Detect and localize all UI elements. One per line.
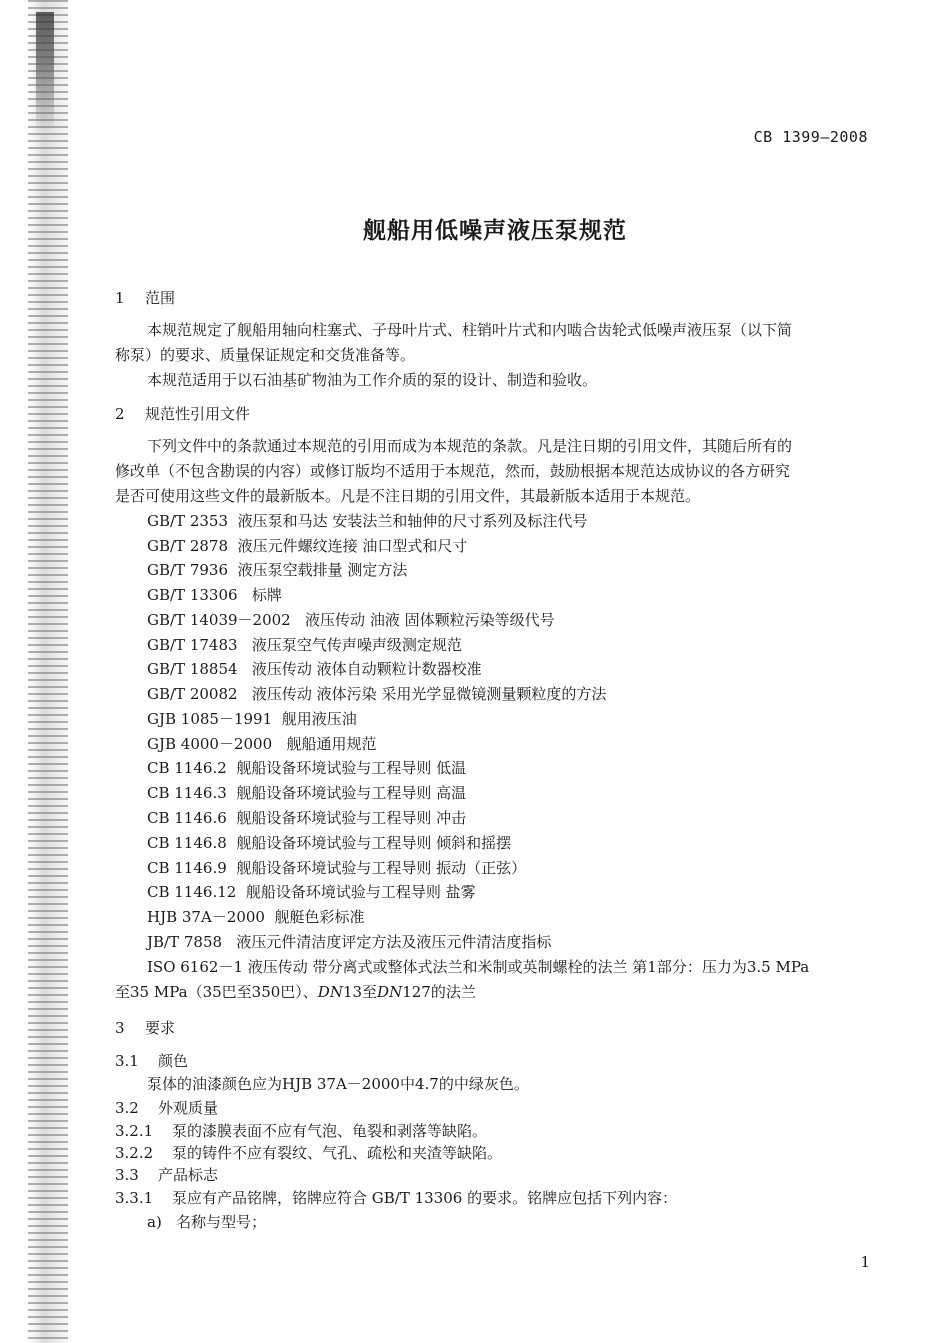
reference-code: GJB 4000－2000 bbox=[147, 735, 273, 753]
reference-code: CB 1146.9 bbox=[147, 859, 227, 877]
reference-title: 液压泵空载排量 测定方法 bbox=[237, 561, 408, 579]
reference-code: GB/T 18854 bbox=[147, 660, 238, 678]
reference-item bbox=[147, 659, 482, 679]
paragraph-line: 称泵）的要求、质量保证规定和交货准备等。 bbox=[115, 346, 416, 364]
clause-number: 3.3.1 bbox=[115, 1189, 154, 1207]
reference-code: CB 1146.2 bbox=[147, 759, 227, 777]
subsection-number: 3.2 bbox=[115, 1099, 139, 1117]
document-code: CB 1399—2008 bbox=[753, 128, 868, 146]
section-2-heading bbox=[115, 404, 250, 424]
clause-text: 泵的漆膜表面不应有气泡、龟裂和剥落等缺陷。 bbox=[172, 1122, 488, 1140]
reference-item bbox=[147, 833, 511, 853]
section-number: 2 bbox=[115, 405, 125, 423]
reference-item bbox=[147, 635, 462, 655]
reference-item bbox=[147, 783, 466, 803]
reference-item bbox=[147, 511, 587, 531]
reference-item-iso: ISO 6162－1 液压传动 带分离式或整体式法兰和米制或英制螺栓的法兰 第1部分：压力为3.5 MPa bbox=[147, 958, 810, 976]
reference-code: CB 1146.12 bbox=[147, 883, 237, 901]
reference-item bbox=[147, 907, 365, 927]
reference-item bbox=[147, 560, 407, 580]
reference-title: 舰船设备环境试验与工程导则 盐雾 bbox=[245, 883, 476, 901]
clause-number: 3.2.1 bbox=[115, 1122, 154, 1140]
reference-code: GB/T 7936 bbox=[147, 561, 229, 579]
reference-code: CB 1146.8 bbox=[147, 834, 227, 852]
reference-title: 标牌 bbox=[251, 586, 282, 604]
iso-dn: DN bbox=[377, 983, 403, 1001]
paragraph-line: 本规范适用于以石油基矿物油为工作介质的泵的设计、制造和验收。 bbox=[147, 371, 598, 389]
reference-item bbox=[147, 758, 466, 778]
section-3-heading bbox=[115, 1018, 175, 1038]
reference-title: 舰船设备环境试验与工程导则 倾斜和摇摆 bbox=[236, 834, 512, 852]
reference-item bbox=[147, 808, 466, 828]
list-item bbox=[147, 1212, 266, 1232]
section-title: 规范性引用文件 bbox=[145, 405, 251, 423]
reference-title: 舰用液压油 bbox=[281, 710, 357, 728]
reference-title: 舰艇色彩标准 bbox=[274, 908, 365, 926]
reference-title: 液压元件清洁度评定方法及液压元件清洁度指标 bbox=[236, 933, 552, 951]
reference-code: GJB 1085－1991 bbox=[147, 710, 273, 728]
subsection-number: 3.1 bbox=[115, 1052, 139, 1070]
reference-title: 液压泵空气传声噪声级测定规范 bbox=[251, 636, 462, 654]
subsection-3-2-heading bbox=[115, 1098, 218, 1118]
reference-item bbox=[147, 536, 467, 556]
subsection-title: 外观质量 bbox=[158, 1099, 219, 1117]
reference-code: HJB 37A－2000 bbox=[147, 908, 265, 926]
clause-number: 3.2.2 bbox=[115, 1144, 154, 1162]
subsection-title: 产品标志 bbox=[158, 1166, 219, 1184]
subsection-title: 颜色 bbox=[158, 1052, 189, 1070]
clause-3-2-2 bbox=[115, 1143, 502, 1163]
reference-item bbox=[147, 882, 476, 902]
list-item-text: 名称与型号； bbox=[176, 1213, 267, 1231]
reference-title: 液压泵和马达 安装法兰和轴伸的尺寸系列及标注代号 bbox=[237, 512, 588, 530]
section-number: 3 bbox=[115, 1019, 125, 1037]
clause-3-3-1 bbox=[115, 1188, 677, 1208]
reference-item bbox=[147, 709, 357, 729]
clause-3-2-1 bbox=[115, 1121, 487, 1141]
reference-code: CB 1146.6 bbox=[147, 809, 227, 827]
reference-item bbox=[147, 932, 551, 952]
paragraph-line: 泵体的油漆颜色应为HJB 37A－2000中4.7的中绿灰色。 bbox=[147, 1075, 529, 1093]
reference-code: GB/T 2878 bbox=[147, 537, 229, 555]
paragraph-line: 本规范规定了舰船用轴向柱塞式、子母叶片式、柱销叶片式和内啮合齿轮式低噪声液压泵（以下简 bbox=[147, 321, 793, 339]
reference-code: GB/T 20082 bbox=[147, 685, 238, 703]
section-title: 要求 bbox=[145, 1019, 176, 1037]
reference-item bbox=[147, 734, 376, 754]
paragraph-line: 是否可使用这些文件的最新版本。凡是不注日期的引用文件，其最新版本适用于本规范。 bbox=[115, 487, 701, 505]
reference-item bbox=[147, 610, 555, 630]
reference-code: CB 1146.3 bbox=[147, 784, 227, 802]
reference-code: GB/T 17483 bbox=[147, 636, 238, 654]
iso-text: 127的法兰 bbox=[402, 983, 476, 1001]
iso-text: 至35 MPa（35巴至350巴）、 bbox=[115, 983, 318, 1001]
reference-code: GB/T 14039－2002 bbox=[147, 611, 291, 629]
subsection-number: 3.3 bbox=[115, 1166, 139, 1184]
reference-code: GB/T 2353 bbox=[147, 512, 229, 530]
list-item-label: a) bbox=[147, 1213, 162, 1231]
page-number: 1 bbox=[860, 1253, 870, 1271]
paragraph-line: 修改单（不包含勘误的内容）或修订版均不适用于本规范，然而，鼓励根据本规范达成协议的各方研究 bbox=[115, 462, 791, 480]
section-title: 范围 bbox=[145, 289, 176, 307]
reference-item-iso-continuation bbox=[115, 982, 476, 1002]
section-1-heading bbox=[115, 288, 175, 308]
scan-binding-mark bbox=[36, 12, 54, 132]
reference-title: 液压传动 液体自动颗粒计数器校准 bbox=[251, 660, 482, 678]
reference-code: JB/T 7858 bbox=[147, 933, 223, 951]
subsection-3-3-heading bbox=[115, 1165, 218, 1185]
page-title: 舰船用低噪声液压泵规范 bbox=[363, 218, 627, 244]
clause-text: 泵的铸件不应有裂纹、气孔、疏松和夹渣等缺陷。 bbox=[172, 1144, 503, 1162]
iso-text: 13至 bbox=[342, 983, 378, 1001]
reference-title: 舰船通用规范 bbox=[286, 735, 377, 753]
reference-title: 液压元件螺纹连接 油口型式和尺寸 bbox=[237, 537, 468, 555]
clause-text: 泵应有产品铭牌，铭牌应符合 GB/T 13306 的要求。铭牌应包括下列内容： bbox=[172, 1189, 678, 1207]
scan-binding-edge bbox=[28, 0, 68, 1343]
reference-item bbox=[147, 684, 606, 704]
reference-title: 舰船设备环境试验与工程导则 高温 bbox=[236, 784, 467, 802]
subsection-3-1-heading bbox=[115, 1051, 188, 1071]
reference-title: 液压传动 油液 固体颗粒污染等级代号 bbox=[305, 611, 555, 629]
reference-title: 舰船设备环境试验与工程导则 冲击 bbox=[236, 809, 467, 827]
paragraph-line: 下列文件中的条款通过本规范的引用而成为本规范的条款。凡是注日期的引用文件，其随后所有的 bbox=[147, 437, 793, 455]
reference-title: 液压传动 液体污染 采用光学显微镜测量颗粒度的方法 bbox=[251, 685, 607, 703]
reference-item bbox=[147, 858, 526, 878]
reference-code: GB/T 13306 bbox=[147, 586, 238, 604]
reference-item bbox=[147, 585, 282, 605]
reference-title: 舰船设备环境试验与工程导则 低温 bbox=[236, 759, 467, 777]
section-number: 1 bbox=[115, 289, 125, 307]
reference-title: 舰船设备环境试验与工程导则 振动（正弦） bbox=[236, 859, 527, 877]
iso-dn: DN bbox=[317, 983, 343, 1001]
